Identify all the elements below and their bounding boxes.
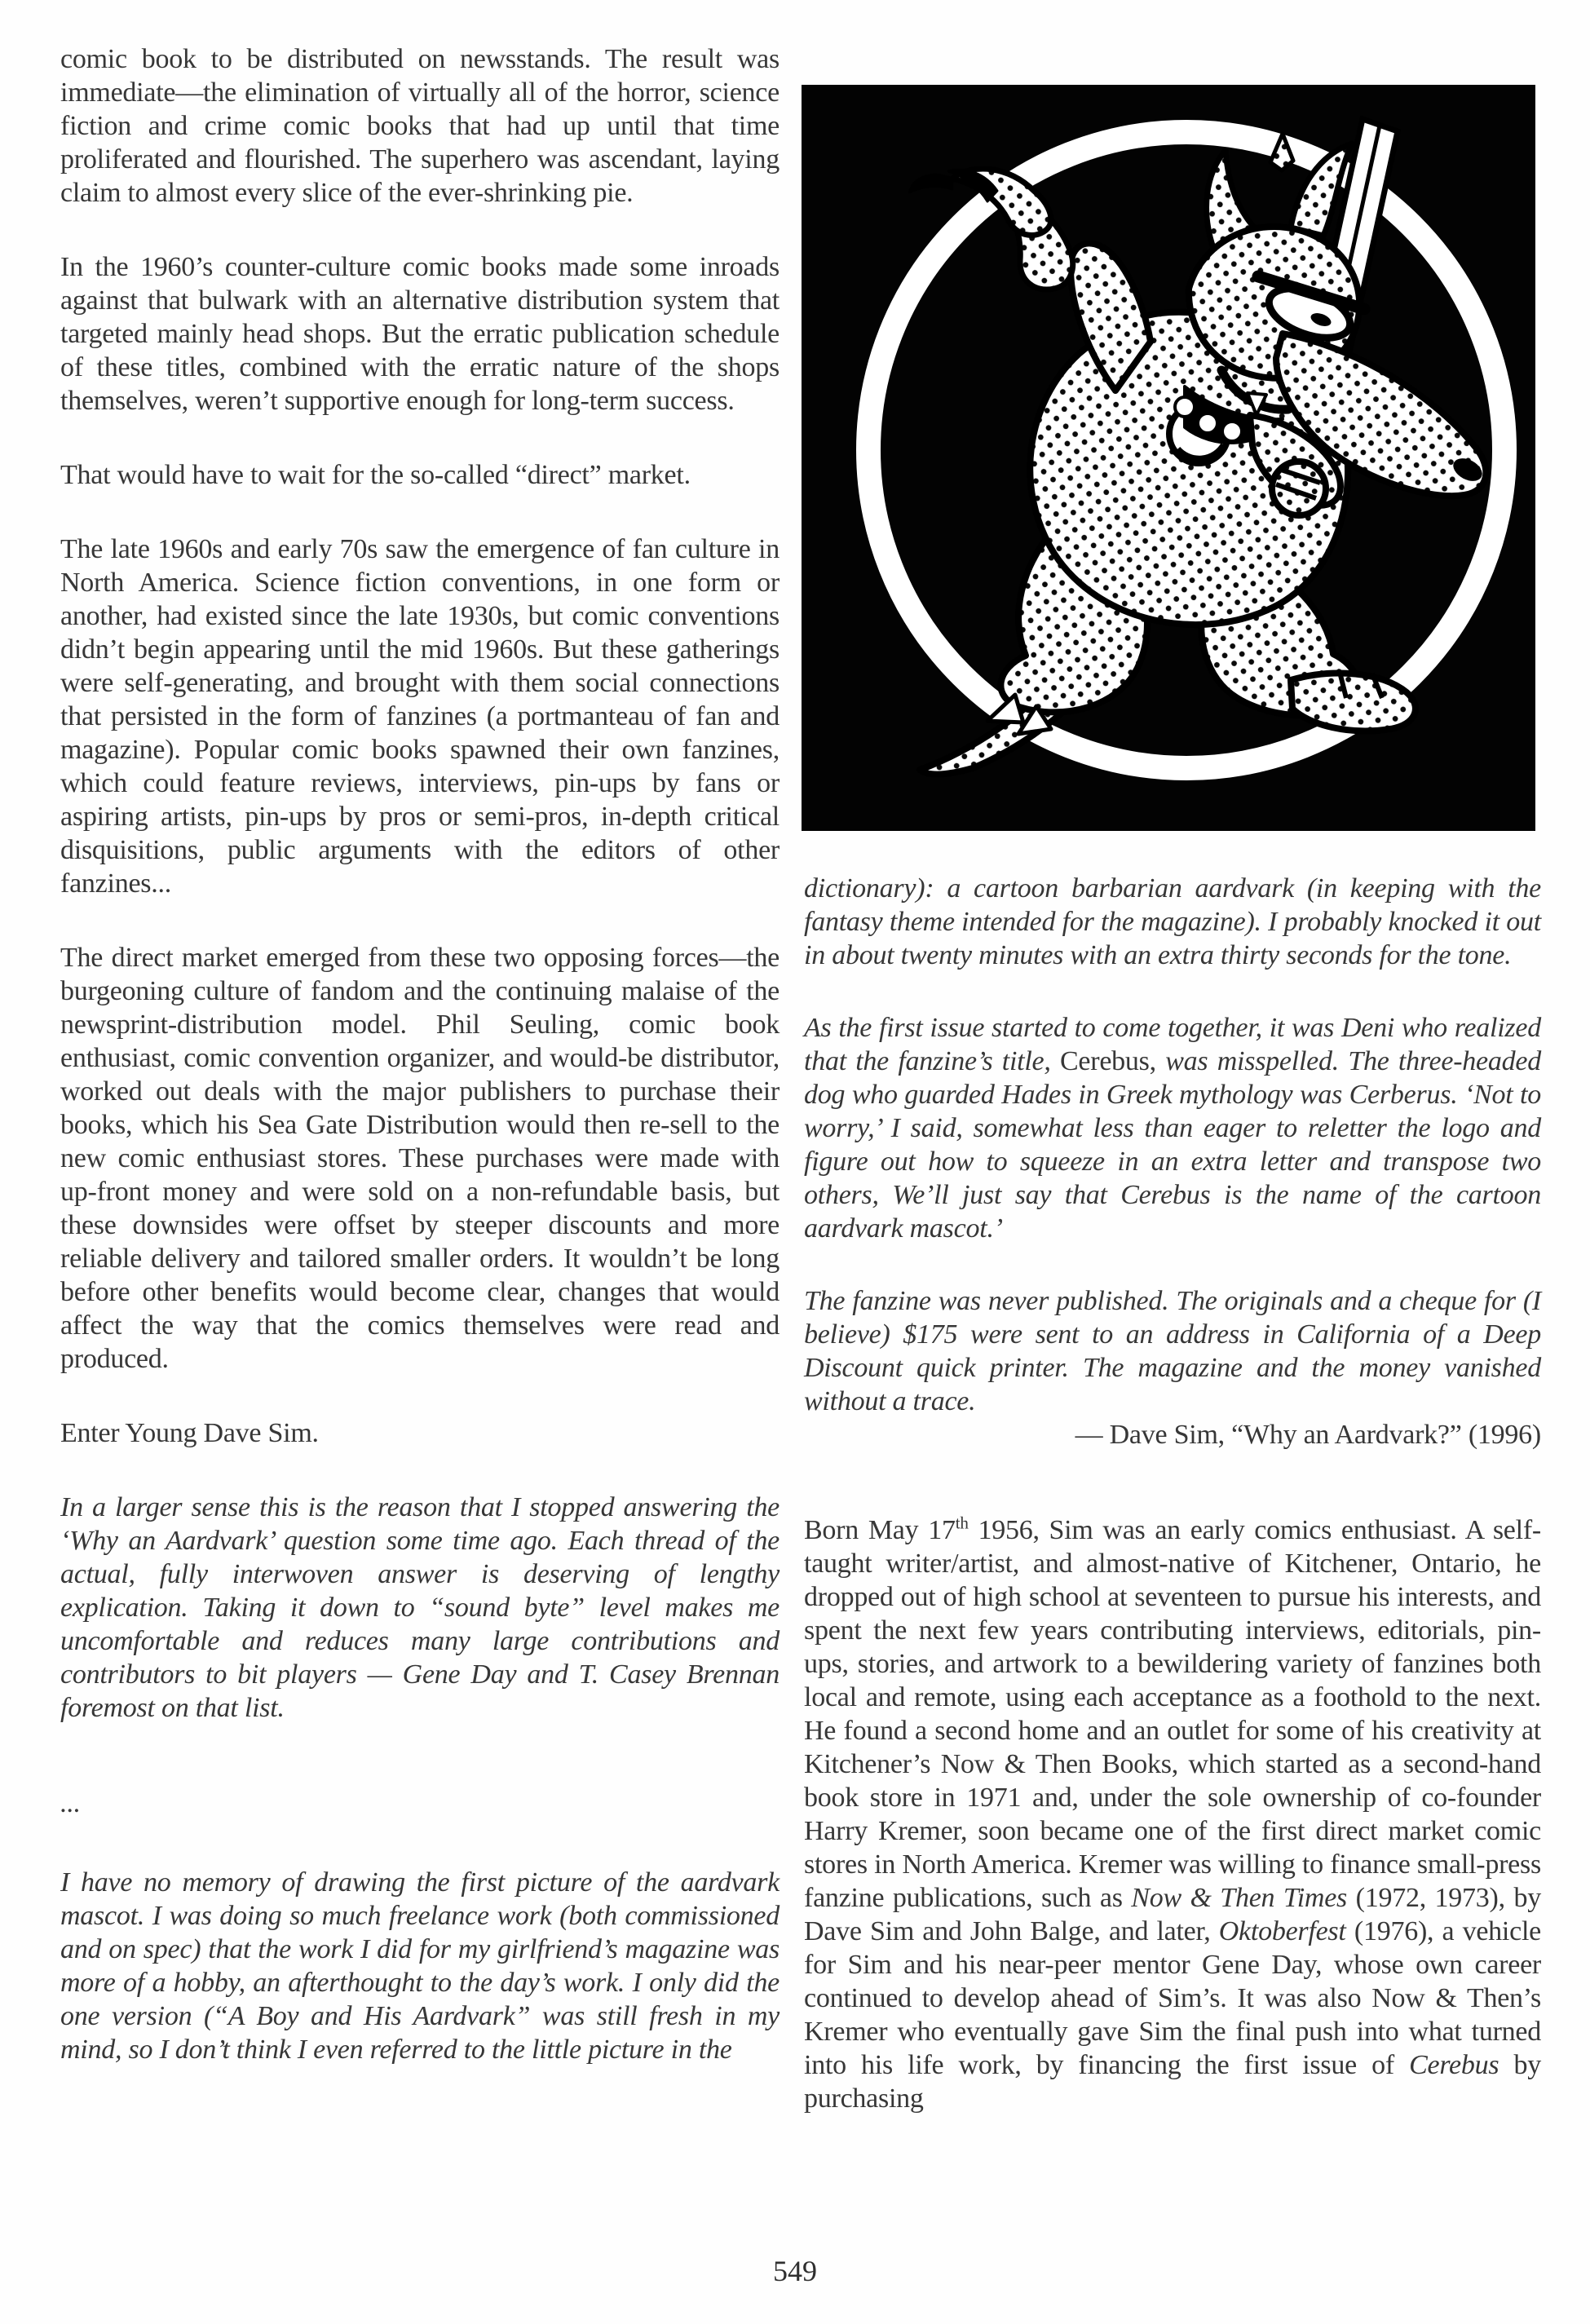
paragraph: [804, 1011, 1541, 1245]
paragraph: [60, 42, 780, 210]
text-run: by purchasing: [804, 2050, 1542, 2114]
text-run: 1956, Sim was an early comics enthusiast. A self-taught writer/artist, and almost-native of Kitchener, Ontario, he dropped out of high school at seventeen to pursue his interests, and spent the next few years contributing interviews, editorials, pin-ups, stories, and artwork to a bewildering variety of fanzines both local and remote, using each acceptance as a foothold to the next. He found a second home and an outlet for some of his creativity at Kitchener’s Now & Then Books, which started as a second-hand book store in 1971 and, under the sole ownership of co-founder Harry Kremer, soon became one of the first direct market comic stores in North America. Kremer was willing to finance small-press fanzine publications, such as: [804, 1515, 1541, 1913]
paragraph: [60, 1491, 780, 1725]
ruff-curl: [1175, 397, 1195, 417]
right-column-text: [804, 872, 1541, 2115]
text-run: comic book to be distributed on newsstands. The result was immediate—the elimination of virtually all of the horror, science fiction and crime comic books that had up until that time proliferated and flourished. The superhero was ascendant, laying claim to almost every slice of the ever-shrinking pie.: [60, 44, 780, 208]
text-run: In the 1960’s counter-culture comic books made some inroads against that bulwark with an alternative distribution system that targeted mainly head shops. But the erratic publication schedule of these titles, combined with the erratic nature of the shops themselves, weren’t supportive enough for long-term success.: [60, 252, 780, 416]
cerebus-illustration-svg: [797, 85, 1539, 831]
text-run: The late 1960s and early 70s saw the emergence of fan culture in North America. Science fiction conventions, in one form or another, had existed since the late 1930s, but comic conventions didn’t begin appearing until the mid 1960s. But these gatherings were self-generating, and brought with them social connections that persisted in the form of fanzines (a portmanteau of fan and magazine). Popular comic books spawned their own fanzines, which could feature reviews, interviews, pin-ups by fans or aspiring artists, pin-ups by pros or semi-pros, in-depth critical disquisitions, public arguments with the editors of other fanzines...: [60, 534, 780, 899]
left-column: [60, 42, 780, 2066]
paragraph: [60, 1866, 780, 2066]
attribution-line: [804, 1418, 1541, 1451]
left-column-text: [60, 42, 780, 2066]
text-run: In a larger sense this is the reason that I stopped answering the ‘Why an Aardvark’ question some time ago. Each thread of the actual, fully interwoven answer is deserving of lengthy explication. Taking it down to “sound byte” level makes me uncomfortable and reduces many large contributions and contributors to bit players — Gene Day and T. Casey Brennan foremost on that list.: [60, 1492, 780, 1723]
text-run: Cerebus: [1409, 2050, 1499, 2080]
text-run: dictionary): a cartoon barbarian aardvark (in keeping with the fantasy theme intended for the magazine). I probably knocked it out in about twenty minutes with an extra thirty seconds for the tone.: [804, 873, 1541, 970]
cerebus-aardvark-illustration: [797, 85, 1539, 831]
paragraph: [60, 458, 780, 492]
text-run: The fanzine was never published. The originals and a cheque for (I believe) $175 were sent to an address in California of a Deep Discount quick printer. The magazine and the money vanished without a trace.: [804, 1286, 1541, 1416]
text-run: I have no memory of drawing the first picture of the aardvark mascot. I was doing so much freelance work (both commissioned and on spec) that the work I did for my girlfriend’s magazine was more of a hobby, an afterthought to the day’s work. I only did the one version (“A Boy and His Aardvark” was still fresh in my mind, so I don’t think I even referred to the little picture in the: [60, 1867, 780, 2065]
text-run: (1976), a vehicle for Sim and his near-peer mentor Gene Day, whose own career continued to develop ahead of Sim’s. It was also Now & Then’s Kremer who eventually gave Sim the final push into what turned into his life work, by financing the first issue of: [804, 1916, 1541, 2080]
text-run: ...: [60, 1788, 81, 1818]
paragraph: [804, 872, 1541, 972]
paragraph: [804, 1513, 1541, 2115]
text-run: (1972, 1973), by Dave Sim and John Balge, and later,: [804, 1883, 1541, 1946]
text-run: As the first issue started to come together, it was Deni who realized that the fanzine’s title,: [804, 1013, 1541, 1076]
ruff-curl: [1222, 422, 1242, 441]
text-run: Cerebus,: [1059, 1046, 1156, 1076]
text-run: Now & Then Times: [1131, 1883, 1348, 1913]
paragraph: [60, 941, 780, 1376]
text-run: That would have to wait for the so-called “direct” market.: [60, 460, 691, 490]
text-run: Oktoberfest: [1218, 1916, 1346, 1946]
text-run: Born May 17: [804, 1515, 956, 1545]
superscript: th: [955, 1513, 969, 1533]
paragraph: [60, 1416, 780, 1450]
fist: [1272, 462, 1326, 515]
page-number: 549: [773, 2255, 817, 2287]
ellipsis-paragraph: [60, 1787, 780, 1820]
text-run: was misspelled. The three-headed dog who guarded Hades in Greek mythology was Cerberus. ‘Not to worry,’ I said, somewhat less than eager to reletter the logo and figure out how to squeeze in an extra letter and transpose two others, We’ll just say that Cerebus is the name of the cartoon aardvark mascot.’: [804, 1046, 1541, 1244]
paragraph: [804, 1284, 1541, 1418]
right-column: [804, 42, 1541, 2115]
text-run: — Dave Sim, “Why an Aardvark?” (1996): [1075, 1420, 1541, 1450]
text-run: Enter Young Dave Sim.: [60, 1418, 319, 1448]
ruff-curl: [1198, 413, 1217, 433]
paragraph: [60, 532, 780, 900]
paragraph: [60, 250, 780, 418]
text-run: The direct market emerged from these two opposing forces—the burgeoning culture of fandom and the continuing malaise of the newsprint-distribution model. Phil Seuling, comic book enthusiast, comic convention organizer, and would-be distributor, worked out deals with the major publishers to purchase their books, which his Sea Gate Distribution would then re-sell to the new comic enthusiast stores. These purchases were made with up-front money and were sold on a non-refundable basis, but these downsides were offset by steeper discounts and more reliable delivery and tailored smaller orders. It wouldn’t be long before other benefits would become clear, changes that would affect the way that the comics themselves were read and produced.: [60, 943, 780, 1374]
